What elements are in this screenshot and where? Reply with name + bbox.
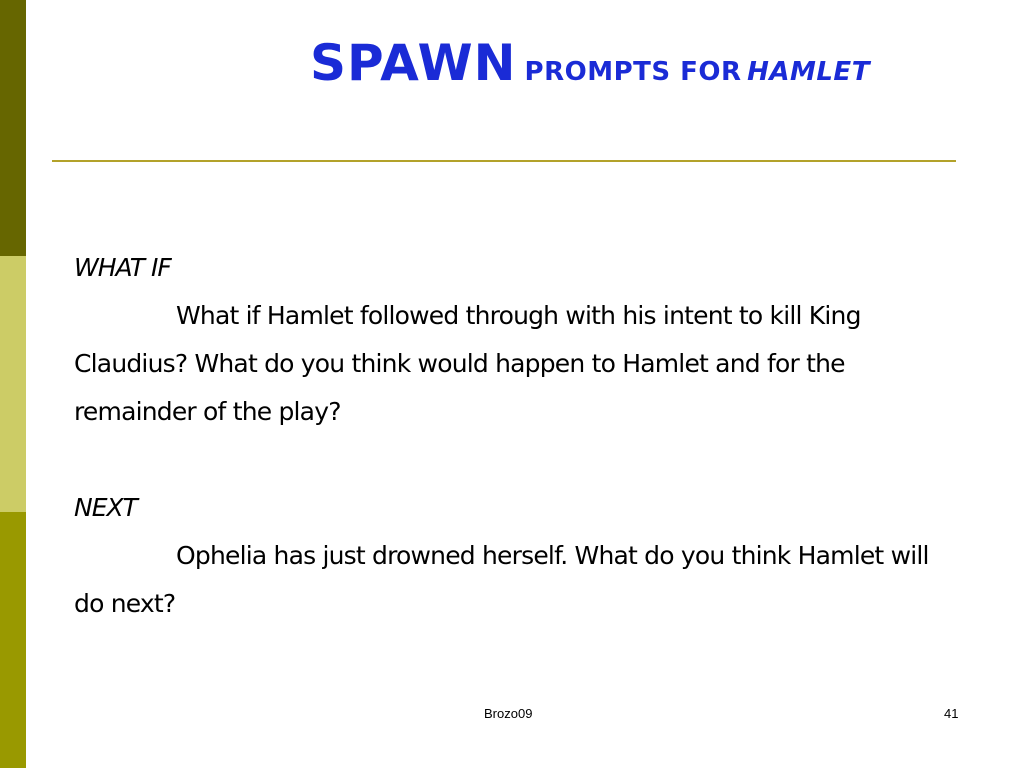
- title-subject: HAMLET: [747, 57, 870, 87]
- title-main: SPAWN: [310, 34, 517, 92]
- sidebar-segment-bottom: [0, 512, 26, 768]
- title-divider: [52, 160, 956, 162]
- section-text-what-if: What if Hamlet followed through with his intent to kill King Claudius? What do you think would happen to Hamlet and for the remainder of the play?: [74, 301, 861, 426]
- title-sub: PROMPTS FOR: [524, 57, 742, 87]
- slide-title: [310, 34, 870, 92]
- sidebar-decoration: [0, 0, 26, 768]
- page-number: 41: [944, 706, 959, 721]
- section-heading-next: NEXT: [74, 493, 137, 522]
- section-text-next: Ophelia has just drowned herself. What do you think Hamlet will do next?: [74, 541, 929, 618]
- slide-body: [74, 244, 954, 628]
- spacer: [74, 436, 954, 484]
- sidebar-segment-top: [0, 0, 26, 256]
- sidebar-segment-middle: [0, 256, 26, 512]
- section-heading-what-if: WHAT IF: [74, 253, 171, 282]
- footer-label: Brozo09: [484, 706, 533, 721]
